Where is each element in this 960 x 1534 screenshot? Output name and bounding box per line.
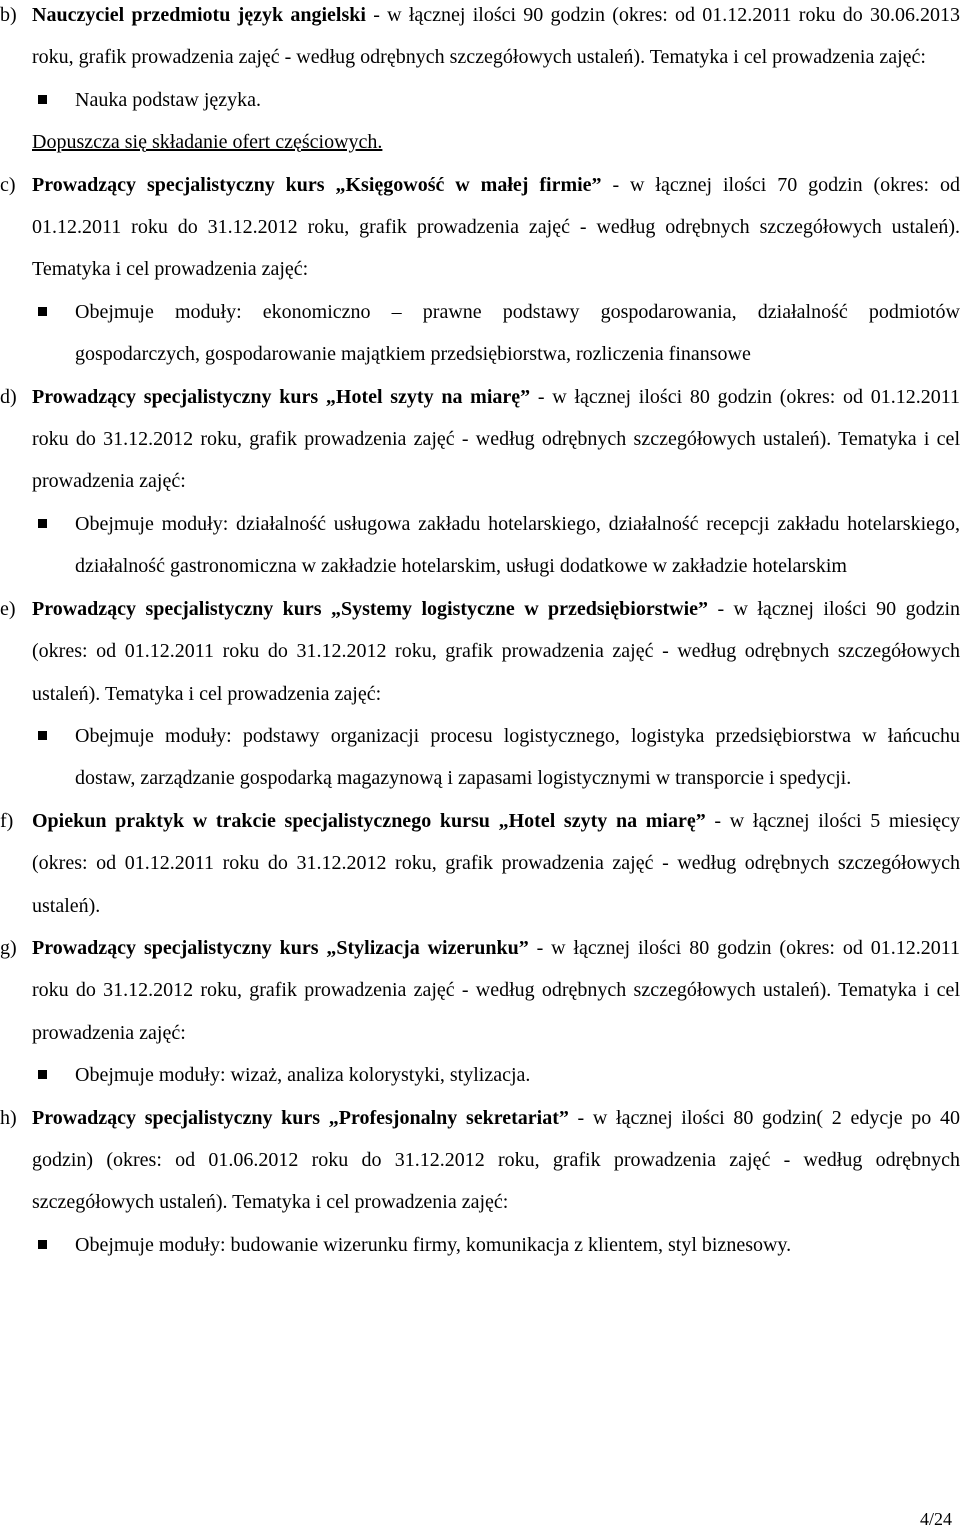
section-title: Prowadzący specjalistyczny kurs „Księgowość w małej firmie” (32, 173, 602, 196)
section-c (0, 164, 960, 291)
square-bullet-icon (38, 1240, 47, 1249)
square-bullet-icon (38, 1070, 47, 1079)
section-body: - w łącznej ilości 90 godzin (okres: od 01.12.2011 roku do 31.12.2012 roku, grafik prowadzenia zajęć - według odrębnych szczegółowych ustaleń). Tematyka i cel prowadzenia zajęć: (32, 597, 960, 705)
section-body: - w łącznej ilości 5 miesięcy (okres: od 01.12.2011 roku do 31.12.2012 roku, grafik prowadzenia zajęć - według odrębnych szczegółowych ustaleń). (32, 809, 960, 917)
note (0, 121, 960, 163)
section-letter: b) (0, 4, 17, 26)
section-body: - w łącznej ilości 80 godzin (okres: od 01.12.2011 roku do 31.12.2012 roku, grafik prowadzenia zajęć - według odrębnych szczegółowych ustaleń). Tematyka i cel prowadzenia zajęć: (32, 385, 960, 493)
bullet-item (0, 715, 960, 800)
bullet-item (0, 1224, 960, 1266)
section-letter: h) (0, 1106, 17, 1129)
page-number: 4/24 (919, 1509, 952, 1529)
bullet-item (0, 1054, 960, 1096)
section-title: Prowadzący specjalistyczny kurs „Systemy logistyczne w przedsiębiorstwie” (32, 597, 709, 620)
section-letter: e) (0, 597, 16, 620)
section-letter: f) (0, 809, 14, 832)
square-bullet-icon (38, 307, 47, 316)
section-d (0, 376, 960, 503)
section-h (0, 1097, 960, 1224)
bullet-text: Obejmuje moduły: działalność usługowa zakładu hotelarskiego, działalność recepcji zakładu hotelarskiego, działalność gastronomiczna w zakładzie hotelarskim, usługi dodatkowe w zakładzie hotelarskim (75, 512, 960, 578)
section-body: - w łącznej ilości 80 godzin( 2 edycje po 40 godzin) (okres: od 01.06.2012 roku do 31.12.2012 roku, grafik prowadzenia zajęć - według odrębnych szczegółowych ustaleń). Tematyka i cel prowadzenia zajęć: (32, 1106, 960, 1214)
bullet-item (0, 503, 960, 588)
section-title: Prowadzący specjalistyczny kurs „Profesjonalny sekretariat” (32, 1106, 569, 1129)
section-body: - w łącznej ilości 80 godzin (okres: od 01.12.2011 roku do 31.12.2012 roku, grafik prowadzenia zajęć - według odrębnych szczegółowych ustaleń). Tematyka i cel prowadzenia zajęć: (32, 936, 960, 1044)
square-bullet-icon (38, 519, 47, 528)
bullet-text: Obejmuje moduły: podstawy organizacji procesu logistycznego, logistyka przedsiębiorstwa w łańcuchu dostaw, zarządzanie gospodarką magazynową i zapasami logistycznymi w transporcie i spedycji. (75, 724, 960, 790)
note-text: Dopuszcza się składanie ofert częściowych. (32, 131, 383, 154)
section-e (0, 588, 960, 715)
bullet-item (0, 79, 960, 121)
section-title: Prowadzący specjalistyczny kurs „Hotel szyty na miarę” (32, 385, 531, 408)
section-g (0, 927, 960, 1054)
section-title: Nauczyciel przedmiotu język angielski (32, 4, 366, 26)
bullet-text: Nauka podstaw języka. (75, 88, 262, 111)
bullet-item (0, 291, 960, 376)
bullet-text: Obejmuje moduły: budowanie wizerunku firmy, komunikacja z klientem, styl biznesowy. (75, 1233, 792, 1256)
section-body: - w łącznej ilości 70 godzin (okres: od 01.12.2011 roku do 31.12.2012 roku, grafik prowadzenia zajęć - według odrębnych szczegółowych ustaleń). Tematyka i cel prowadzenia zajęć: (32, 173, 960, 281)
bullet-text: Obejmuje moduły: ekonomiczno – prawne podstawy gospodarowania, działalność podmiotów gospodarczych, gospodarowanie majątkiem przedsiębiorstwa, rozliczenia finansowe (75, 300, 960, 366)
section-f (0, 800, 960, 927)
section-letter: d) (0, 385, 17, 408)
bullet-text: Obejmuje moduły: wizaż, analiza kolorystyki, stylizacja. (75, 1064, 531, 1087)
section-letter: c) (0, 173, 16, 196)
square-bullet-icon (38, 95, 47, 104)
section-letter: g) (0, 936, 17, 959)
section-body: - w łącznej ilości 90 godzin (okres: od 01.12.2011 roku do 30.06.2013 roku, grafik prowadzenia zajęć - według odrębnych szczegółowych ustaleń). Tematyka i cel prowadzenia zajęć: (32, 4, 960, 69)
square-bullet-icon (38, 731, 47, 740)
section-title: Opiekun praktyk w trakcie specjalistycznego kursu „Hotel szyty na miarę” (32, 809, 706, 832)
section-b (0, 0, 960, 79)
section-title: Prowadzący specjalistyczny kurs „Stylizacja wizerunku” (32, 936, 529, 959)
